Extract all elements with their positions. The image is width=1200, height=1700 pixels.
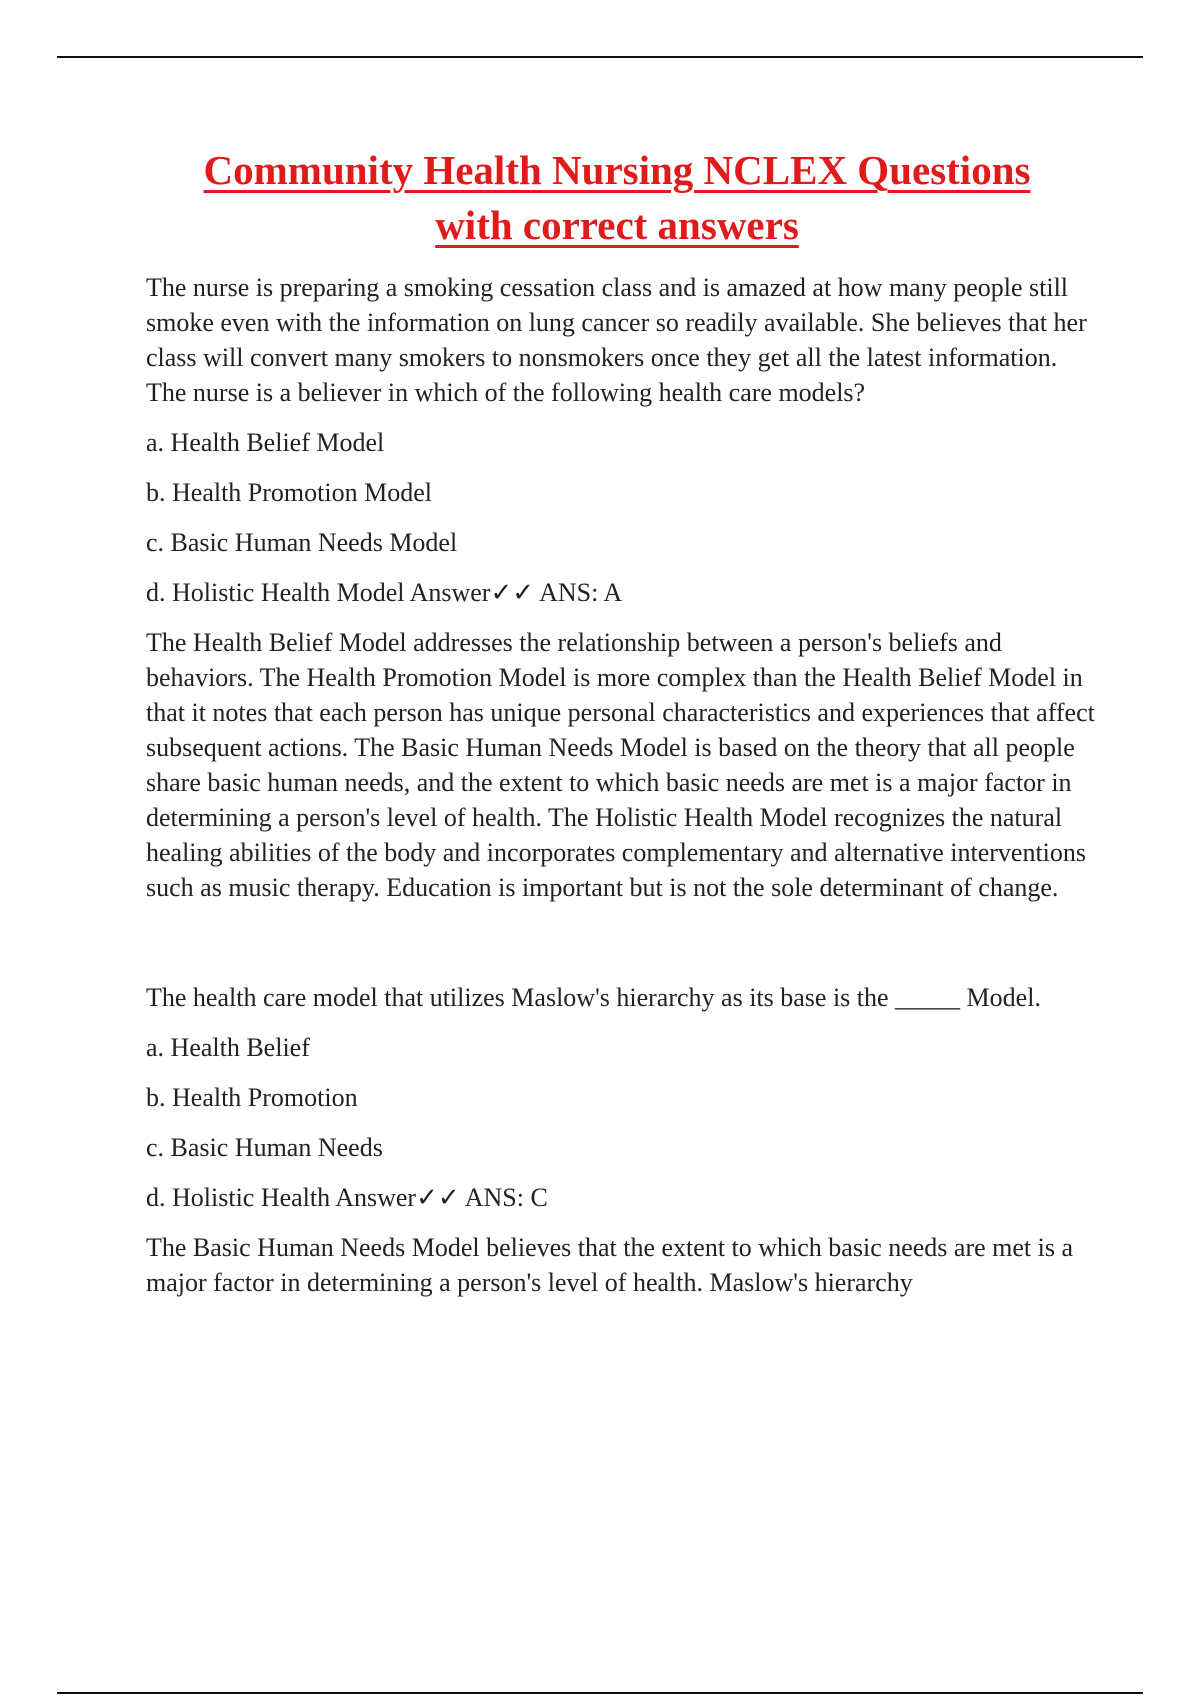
question-stem: The health care model that utilizes Maslow's hierarchy as its base is the _____ Model. — [146, 983, 1041, 1012]
header-rule — [57, 56, 1143, 58]
answer-option-a: a. Health Belief Model — [146, 428, 385, 457]
title-line-1: Community Health Nursing NCLEX Questions — [203, 147, 1031, 193]
answer-option-a: a. Health Belief — [146, 1033, 310, 1062]
answer-option-d: d. Holistic Health Model Answer✓✓ ANS: A — [146, 578, 623, 607]
question-block — [146, 980, 1096, 1300]
answer-rationale: The Health Belief Model addresses the relationship between a person's beliefs and behaviors. The Health Promotion Model is more complex than the Health Belief Model in that it notes that each person has unique personal characteristics and experiences that affect subsequent actions. The Basic Human Needs Model is based on the theory that all people share basic human needs, and the extent to which basic needs are met is a major factor in determining a person's level of health. The Holistic Health Model recognizes the natural healing abilities of the body and incorporates complementary and alternative interventions such as music therapy. Education is important but is not the sole determinant of change. — [146, 628, 1095, 902]
answer-option-b: b. Health Promotion — [146, 1083, 358, 1112]
footer-rule — [57, 1692, 1143, 1694]
answer-option-b: b. Health Promotion Model — [146, 478, 432, 507]
document-title — [100, 143, 1134, 253]
answer-rationale: The Basic Human Needs Model believes that the extent to which basic needs are met is a major factor in determining a person's level of health. Maslow's hierarchy — [146, 1233, 1074, 1297]
question-spacer — [146, 920, 1096, 980]
answer-option-d: d. Holistic Health Answer✓✓ ANS: C — [146, 1183, 548, 1212]
answer-option-c: c. Basic Human Needs — [146, 1133, 383, 1162]
answer-option-c: c. Basic Human Needs Model — [146, 528, 458, 557]
document-body — [146, 270, 1096, 1315]
question-block — [146, 270, 1096, 905]
title-line-2: with correct answers — [435, 202, 799, 248]
question-stem: The nurse is preparing a smoking cessation class and is amazed at how many people still smoke even with the information on lung cancer so readily available. She believes that her class will convert many smokers to nonsmokers once they get all the latest information. The nurse is a believer in which of the following health care models? — [146, 273, 1087, 407]
